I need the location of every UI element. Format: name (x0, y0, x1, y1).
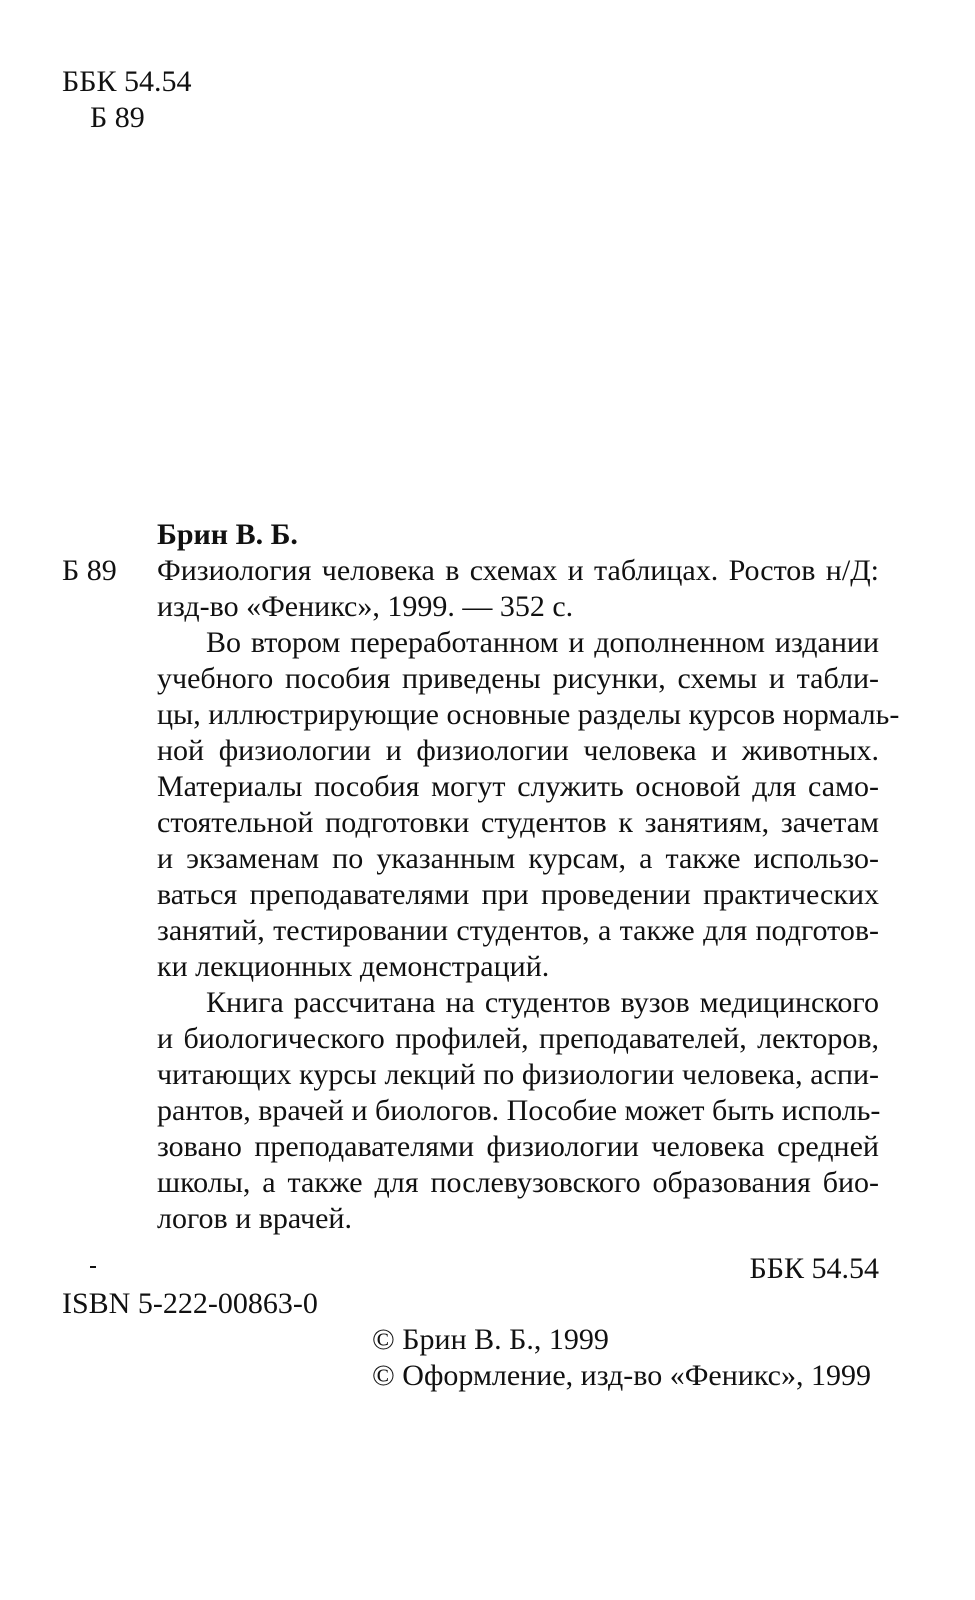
annotation-line: учебного пособия приведены рисунки, схемы и табли- (157, 662, 879, 695)
author-mark-entry: Б 89 (62, 554, 117, 587)
title-line: изд-во «Феникс», 1999. — 352 с. (157, 590, 574, 623)
annotation-line: рантов, врачей и биологов. Пособие может быть исполь- (157, 1094, 881, 1127)
dash-mark (90, 1266, 96, 1268)
annotation-line: и биологического профилей, преподавателей, лекторов, (157, 1022, 879, 1055)
bbk-index-bottom: ББК 54.54 (749, 1252, 879, 1285)
annotation-line: ки лекционных демонстраций. (157, 950, 550, 983)
bbk-index-top: ББК 54.54 (62, 65, 192, 98)
annotation-line: ваться преподавателями при проведении практических (157, 878, 879, 911)
annotation-line: школы, а также для послевузовского образования био- (157, 1166, 879, 1199)
annotation-line: и экзаменам по указанным курсам, а также использо- (157, 842, 879, 875)
annotation-line: занятий, тестировании студентов, а также для подготов- (157, 914, 879, 947)
isbn: ISBN 5-222-00863-0 (62, 1287, 318, 1320)
annotation-line: Материалы пособия могут служить основой для само- (157, 770, 879, 803)
author-name: Брин В. Б. (157, 518, 298, 551)
copyright-design: © Оформление, изд-во «Феникс», 1999 (372, 1359, 871, 1392)
annotation-line: ной физиологии и физиологии человека и животных. (157, 734, 879, 767)
annotation-line: логов и врачей. (157, 1202, 352, 1235)
annotation-line: зовано преподавателями физиологии человека средней (157, 1130, 879, 1163)
copyright-author: © Брин В. Б., 1999 (372, 1323, 609, 1356)
annotation-line: цы, иллюстрирующие основные разделы курсов нормаль- (157, 698, 900, 731)
title-line: Физиология человека в схемах и таблицах. Ростов н/Д: (157, 554, 879, 587)
annotation-line: стоятельной подготовки студентов к занятиям, зачетам (157, 806, 879, 839)
annotation-line: Во втором переработанном и дополненном издании (206, 626, 879, 659)
annotation-line: читающих курсы лекций по физиологии человека, аспи- (157, 1058, 879, 1091)
annotation-line: Книга рассчитана на студентов вузов медицинского (206, 986, 879, 1019)
author-mark-top: Б 89 (90, 101, 145, 134)
